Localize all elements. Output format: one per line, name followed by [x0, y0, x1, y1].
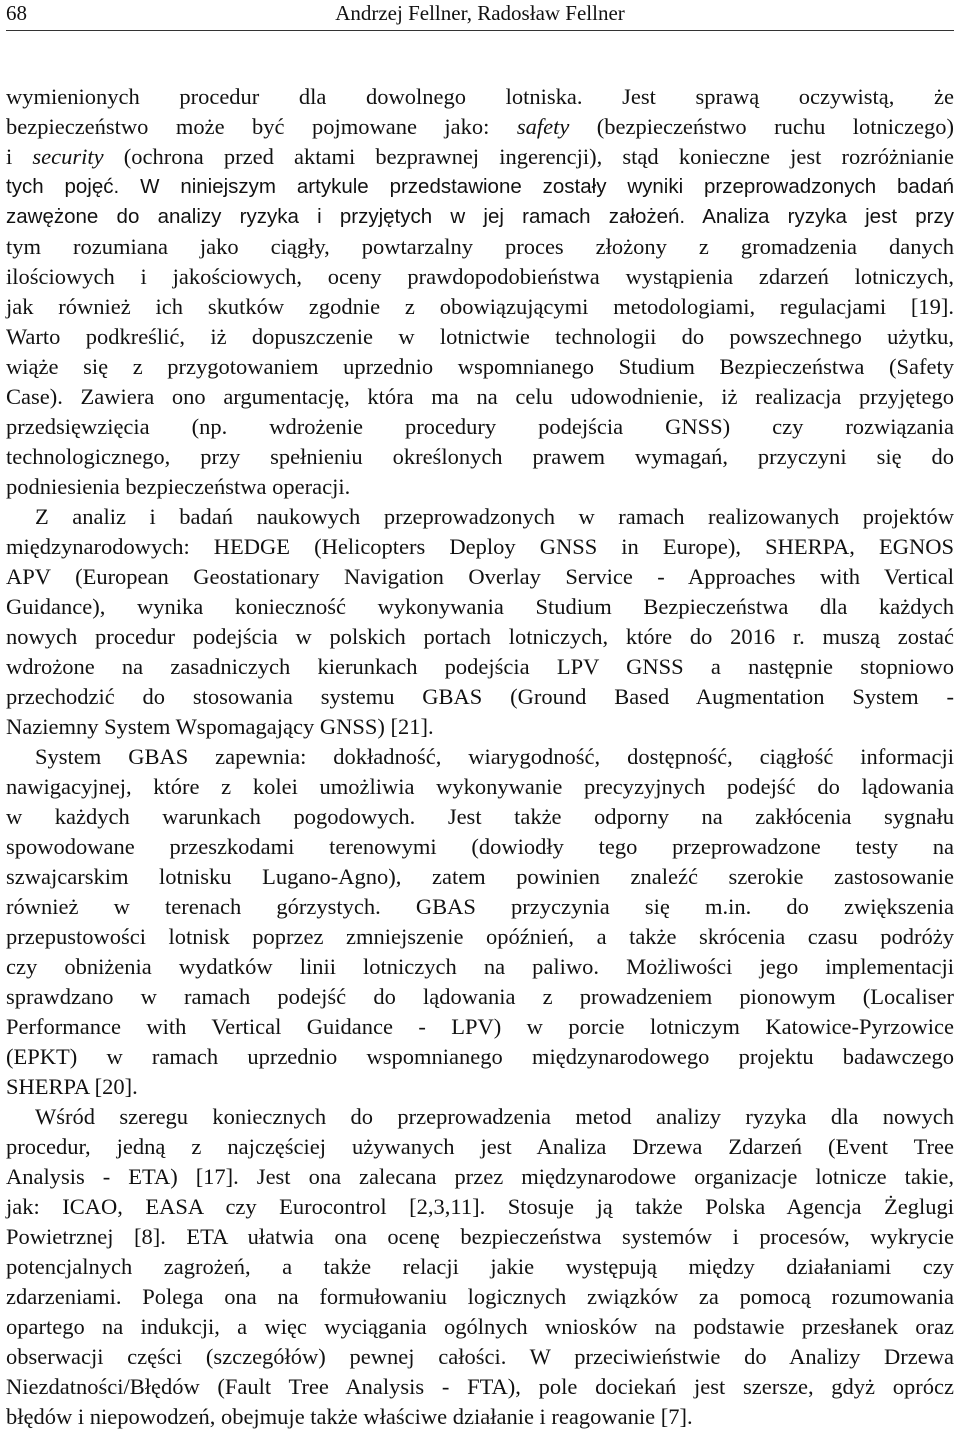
text-line: i security (ochrona przed aktami bezprawnej ingerencji), stąd konieczne jest rozróżnianie	[6, 144, 954, 169]
text-line: technologicznego, przy spełnieniu określonych prawem wymagań, przyczyni się do	[6, 444, 954, 469]
text-line: obserwacji części (szczegółów) pewnej całości. W przeciwieństwie do Analizy Drzewa	[6, 1344, 954, 1369]
text-line: zawężone do analizy ryzyka i przyjętych w jej ramach założeń. Analiza ryzyka jest przy	[6, 205, 954, 228]
page-header	[6, 0, 954, 31]
text-line: bezpieczeństwo może być pojmowane jako: safety (bezpieczeństwo ruchu lotniczego)	[6, 114, 954, 139]
text-line: Performance with Vertical Guidance - LPV) w porcie lotniczym Katowice-Pyrzowice	[6, 1014, 954, 1039]
text-line: APV (European Geostationary Navigation Overlay Service - Approaches with Vertical	[6, 564, 954, 589]
text-line: Naziemny System Wspomagający GNSS) [21].	[6, 714, 434, 739]
text-line: również w terenach górzystych. GBAS przyczynia się m.in. do zwiększenia	[6, 894, 954, 919]
text-line: potencjalnych zagrożeń, a także relacji jakie występują między działaniami czy	[6, 1254, 954, 1279]
text-line: zdarzeniami. Polega ona na formułowaniu logicznych związków za pomocą rozumowania	[6, 1284, 954, 1309]
text-line: tym rozumiana jako ciągły, powtarzalny proces złożony z gromadzenia danych	[6, 234, 954, 259]
text-line: SHERPA [20].	[6, 1074, 138, 1099]
text-line: tych pojęć. W niniejszym artykule przedstawione zostały wyniki przeprowadzonych badań	[6, 175, 954, 198]
text-line: nawigacyjnej, które z kolei umożliwia wykonywanie precyzyjnych podejść do lądowania	[6, 774, 954, 799]
text-line: jak: ICAO, EASA czy Eurocontrol [2,3,11]. Stosuje ją także Polska Agencja Żeglugi	[6, 1194, 954, 1219]
text-line: ilościowych i jakościowych, oceny prawdopodobieństwa wystąpienia zdarzeń lotniczych,	[6, 264, 954, 289]
text-line: System GBAS zapewnia: dokładność, wiarygodność, dostępność, ciągłość informacji	[35, 744, 954, 769]
text-line: błędów i niepowodzeń, obejmuje także właściwe działanie i reagowanie [7].	[6, 1404, 693, 1429]
text-line: wymienionych procedur dla dowolnego lotniska. Jest sprawą oczywistą, że	[6, 84, 954, 109]
text-line: Powietrznej [8]. ETA ułatwia ona ocenę bezpieczeństwa systemów i procesów, wykrycie	[6, 1224, 954, 1249]
text-line: wdrożone na zasadniczych kierunkach podejścia LPV GNSS a następnie stopniowo	[6, 654, 954, 679]
text-line: wiąże się z przygotowaniem uprzednio wspomnianego Studium Bezpieczeństwa (Safety	[6, 354, 954, 379]
text-line: przechodzić do stosowania systemu GBAS (Ground Based Augmentation System -	[6, 684, 954, 709]
text-line: Niezdatności/Błędów (Fault Tree Analysis - FTA), pole dociekań jest szersze, gdyż oprócz	[6, 1374, 954, 1399]
text-line: jak również ich skutków zgodnie z obowiązującymi metodologiami, regulacjami [19].	[6, 294, 954, 319]
page-number: 68	[6, 1, 27, 25]
text-line: Warto podkreślić, iż dopuszczenie w lotnictwie technologii do powszechnego użytku,	[6, 324, 954, 349]
text-line: szwajcarskim lotnisku Lugano-Agno), zatem powinien znaleźć szerokie zastosowanie	[6, 864, 954, 889]
text-line: procedur, jedną z najczęściej używanych jest Analiza Drzewa Zdarzeń (Event Tree	[6, 1134, 954, 1159]
text-line: Guidance), wynika konieczność wykonywania Studium Bezpieczeństwa dla każdych	[6, 594, 954, 619]
text-line: (EPKT) w ramach uprzednio wspomnianego międzynarodowego projektu badawczego	[6, 1044, 954, 1069]
text-line: przedsięwzięcia (np. wdrożenie procedury podejścia GNSS) czy rozwiązania	[6, 414, 954, 439]
text-line: czy obniżenia wydatków linii lotniczych na paliwo. Możliwości jego implementacji	[6, 954, 954, 979]
text-line: spowodowane przeszkodami terenowymi (dowiodły tego przeprowadzone testy na	[6, 834, 954, 859]
text-line: opartego na indukcji, a więc wyciągania ogólnych wniosków na podstawie przesłanek oraz	[6, 1314, 954, 1339]
body-text	[6, 82, 954, 1432]
text-line: przepustowości lotnisk poprzez zmniejszenie opóźnień, a także skrócenia czasu podróży	[6, 924, 954, 949]
text-line: podniesienia bezpieczeństwa operacji.	[6, 474, 351, 499]
text-line: w każdych warunkach pogodowych. Jest także odporny na zakłócenia sygnału	[6, 804, 954, 829]
running-head: Andrzej Fellner, Radosław Fellner	[335, 1, 625, 25]
text-line: międzynarodowych: HEDGE (Helicopters Deploy GNSS in Europe), SHERPA, EGNOS	[6, 534, 954, 559]
text-line: sprawdzano w ramach podejść do lądowania z prowadzeniem pionowym (Localiser	[6, 984, 954, 1009]
text-line: Analysis - ETA) [17]. Jest ona zalecana przez międzynarodowe organizacje lotnicze takie,	[6, 1164, 954, 1189]
text-line: nowych procedur podejścia w polskich portach lotniczych, które do 2016 r. muszą zostać	[6, 624, 954, 649]
italic-term: security	[32, 144, 104, 169]
text-line: Z analiz i badań naukowych przeprowadzonych w ramach realizowanych projektów	[35, 504, 954, 529]
text-line: Wśród szeregu koniecznych do przeprowadzenia metod analizy ryzyka dla nowych	[35, 1104, 954, 1129]
text-line: Case). Zawiera ono argumentację, która ma na celu udowodnienie, iż realizacja przyjętego	[6, 384, 954, 409]
italic-term: safety	[516, 114, 570, 139]
